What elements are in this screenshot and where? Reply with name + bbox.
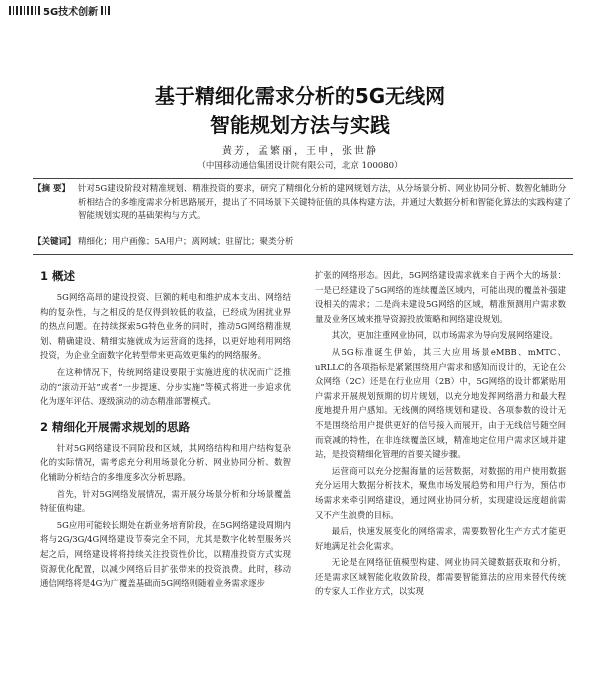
keywords-block xyxy=(33,236,573,250)
keywords-label: 【关键词】 xyxy=(33,237,76,247)
header-bar-marks xyxy=(9,6,40,15)
header-bar-marks-end xyxy=(101,6,110,15)
section1-paragraph-1: 5G网络高昂的建设投资、巨额的耗电和维护成本支出、网络结构的复杂性，与之相反的是仅得到较低的收益，已经成为困扰业界的热点问题。在持续探索5G特色业务的同时，推动5G网络精准规划、精确建设、精细实施就成为运营商的选择，以更好地利用网络投资，为企业全面数字化转型带来更高效更集约的网络服务。 xyxy=(40,292,291,361)
abstract-top-rule xyxy=(33,178,573,179)
abstract-label: 【摘 要】 xyxy=(33,184,70,194)
section2-paragraph-1: 针对5G网络建设不同阶段和区域，其网络结构和用户结构复杂化的实际情况，需考虑充分利用场景化分析、网业协同分析、数智化辅助分析结合的多维度多次分析思路。 xyxy=(40,442,291,482)
abstract-block xyxy=(33,183,573,225)
abstract-text: 针对5G建设阶段对精准规划、精准投资的要求，研究了精细化分析的建网规划方法，从分场景分析、网业协同分析、数智化辅助分析相结合的多维度需求分析思路展开，提出了不同场景下关键特征值的具体构建方法，并通过大数据分析和智能化算法的实践构建了智能规划实现的基础架构与方式。 xyxy=(78,184,572,221)
right-paragraph-1: 扩张的网络形态。因此，5G网络建设需求就来自于两个大的场景：一是已经建设了5G网络的连续覆盖区域内，可能出现的覆盖补强建设相关的需求；二是尚未建设5G网络的区域，精准预测用户需求数量及业务区域来推导资源投放策略和网络建设规划。 xyxy=(315,270,566,324)
right-paragraph-4: 运营商可以充分挖掘海量的运营数据，对数据的用户使用数据充分运用大数据分析技术，聚焦市场发展趋势和用户行为，预估市场需求来牵引网络建设，通过网业协同分析，实现建设远度超前需又不产生浪费的目标。 xyxy=(315,465,566,520)
left-column xyxy=(40,268,291,593)
right-paragraph-3: 从5G标准诞生伊始，其三大应用场景eMBB、mMTC、uRLLC的各项指标是紧紧围绕用户需求和感知而设计的，无论在公众网络（2C）还是在行业应用（2B）中，5G网络的设计都紧贴用户需求开展规划预期的切片规划，以充分地发挥网络潜力和最大程度地提升用户感知。无线侧的网络规划和建设、各项参数的设计无不是围绕给用户提供更好的信号接入而展开，由于无线信号随空间而衰减的特性，在非连续覆盖区域，精准地定位用户需求区域并建站，是投资精细化管理的首要关键步骤。 xyxy=(315,346,566,460)
right-paragraph-5: 最后，快速发展变化的网络需求，需要数智化生产方式才能更好地满足社会化需求。 xyxy=(315,526,566,551)
abstract-bottom-rule xyxy=(33,254,573,255)
paper-title-line2: 智能规划方法与实践 xyxy=(210,113,390,137)
section1-heading: 1 概述 xyxy=(40,269,76,283)
right-paragraph-2: 其次，更加注重网业协同，以市场需求为导向发展网络建设。 xyxy=(331,330,558,341)
paper-title-line1: 基于精细化需求分析的5G无线网 xyxy=(154,84,446,108)
section2-paragraph-2: 首先，针对5G网络发展情况，需开展分场景分析和分场景覆盖特征值构建。 xyxy=(40,488,291,514)
section2-heading: 2 精细化开展需求规划的思路 xyxy=(40,419,191,434)
keywords-text: 精细化；用户画像；5A用户；离网域；驻留比；聚类分析 xyxy=(78,237,294,247)
right-paragraph-6: 无论是在网络征值模型构建、网业协同关键数据获取和分析，还是需求区域智能化收敛阶段，都需要智能算法的应用来替代传统的专家人工作业方式，以实现 xyxy=(315,557,566,597)
section2-paragraph-3: 5G应用可能较长期处在新业务培育阶段，在5G网络建设周期内将与2G/3G/4G网络建设节奏完全不同，尤其是数字化转型服务兴起之后，网络建设将将持续关注投资性价比，以精准投资方式实现资源优化配置，以减少网络后目扩张带来的投资浪费。此时，移动通信网络将是4G为广覆盖基础而5G网络则随着业务需求逐步 xyxy=(40,519,291,589)
journal-header xyxy=(9,3,110,18)
section1-paragraph-2: 在这种情况下，传统网络建设要限于实施进度的状况而广泛推动的“滚动开站”或者“一步提速、分步实施”等模式将进一步追求优化为逐年评估、逐级演动的动态精准部署模式。 xyxy=(40,366,291,407)
affiliation: （中国移动通信集团设计院有限公司，北京 100080） xyxy=(197,161,403,171)
header-section-label: 5G技术创新 xyxy=(43,7,99,18)
authors: 黄芳，孟繁丽，王申，张世静 xyxy=(222,146,378,157)
right-column xyxy=(315,268,566,601)
